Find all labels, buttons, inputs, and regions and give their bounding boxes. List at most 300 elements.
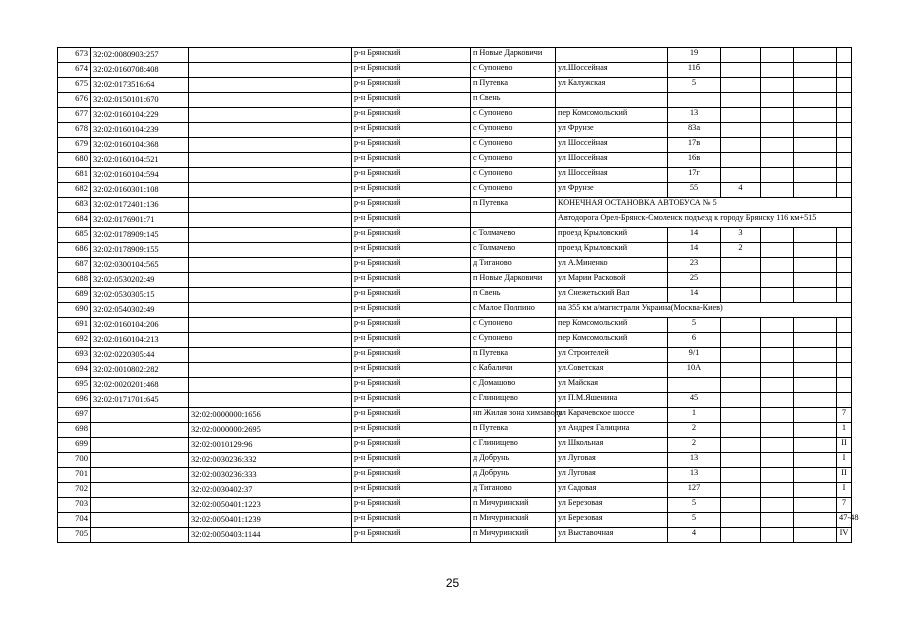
premises-number-cell: [837, 318, 852, 333]
building-cell: [721, 123, 761, 138]
block-cell: [794, 168, 837, 183]
cadastral-number-building: 32:02:0220305:44: [91, 348, 189, 363]
row-number: 695: [58, 378, 91, 393]
cadastral-number-building: [91, 423, 189, 438]
premises-number-cell: [837, 63, 852, 78]
district-cell: р-н Брянский: [352, 198, 471, 213]
premises-number-cell: [837, 108, 852, 123]
table-row: [58, 288, 852, 303]
row-number: 683: [58, 198, 91, 213]
district-cell: р-н Брянский: [352, 63, 471, 78]
cadastral-number-building: 32:02:0150101:670: [91, 93, 189, 108]
district-cell: р-н Брянский: [352, 453, 471, 468]
structure-cell: [761, 183, 794, 198]
cadastral-number-building: [91, 513, 189, 528]
settlement-cell: п Мичуринский: [471, 513, 556, 528]
building-cell: [721, 168, 761, 183]
district-cell: р-н Брянский: [352, 123, 471, 138]
cadastral-number-building: 32:02:0160104:521: [91, 153, 189, 168]
settlement-cell: п Мичуринский: [471, 528, 556, 543]
street-cell: ул Луговая: [556, 468, 668, 483]
row-number: 698: [58, 423, 91, 438]
house-number-cell: 2: [668, 423, 721, 438]
block-cell: [794, 153, 837, 168]
cadastral-number-premises: [189, 393, 352, 408]
settlement-cell: [471, 213, 556, 228]
structure-cell: [761, 333, 794, 348]
table-row: [58, 48, 852, 63]
table-row: [58, 243, 852, 258]
settlement-cell: нп Жилая зона химзавода: [471, 408, 556, 423]
row-number: 701: [58, 468, 91, 483]
cadastral-number-building: [91, 468, 189, 483]
cadastral-number-building: 32:02:0173516:64: [91, 78, 189, 93]
street-cell: [556, 48, 668, 63]
cadastral-number-premises: [189, 288, 352, 303]
cadastral-number-premises: [189, 228, 352, 243]
block-cell: [794, 468, 837, 483]
table-row: [58, 468, 852, 483]
cadastral-number-building: 32:02:0010802:282: [91, 363, 189, 378]
cadastral-number-building: 32:02:0160104:206: [91, 318, 189, 333]
cadastral-number-building: 32:02:0171701:645: [91, 393, 189, 408]
cadastral-number-premises: 32:02:0000000:1656: [189, 408, 352, 423]
row-number: 697: [58, 408, 91, 423]
house-number-cell: 1: [668, 408, 721, 423]
premises-number-cell: [837, 288, 852, 303]
street-cell: проезд Крыловский: [556, 228, 668, 243]
premises-number-cell: II: [837, 438, 852, 453]
block-cell: [794, 93, 837, 108]
row-number: 679: [58, 138, 91, 153]
table-row: [58, 213, 852, 228]
table-row: [58, 63, 852, 78]
row-number: 702: [58, 483, 91, 498]
structure-cell: [761, 438, 794, 453]
address-note-cell: КОНЕЧНАЯ ОСТАНОВКА АВТОБУСА № 5: [556, 198, 852, 213]
cadastral-number-premises: 32:02:0030236:333: [189, 468, 352, 483]
building-cell: [721, 498, 761, 513]
street-cell: ул Садовая: [556, 483, 668, 498]
house-number-cell: 10А: [668, 363, 721, 378]
house-number-cell: 45: [668, 393, 721, 408]
table-row: [58, 363, 852, 378]
table-row: [58, 273, 852, 288]
district-cell: р-н Брянский: [352, 528, 471, 543]
cadastral-number-premises: [189, 138, 352, 153]
settlement-cell: п Путевка: [471, 348, 556, 363]
structure-cell: [761, 498, 794, 513]
district-cell: р-н Брянский: [352, 108, 471, 123]
building-cell: [721, 528, 761, 543]
page-number: 25: [445, 576, 460, 590]
street-cell: ул Березовая: [556, 513, 668, 528]
premises-number-cell: [837, 348, 852, 363]
district-cell: р-н Брянский: [352, 243, 471, 258]
building-cell: [721, 468, 761, 483]
settlement-cell: с Супонево: [471, 333, 556, 348]
district-cell: р-н Брянский: [352, 273, 471, 288]
row-number: 680: [58, 153, 91, 168]
table-row: [58, 438, 852, 453]
district-cell: р-н Брянский: [352, 513, 471, 528]
house-number-cell: 11б: [668, 63, 721, 78]
cadastral-number-building: 32:02:0160104:239: [91, 123, 189, 138]
table-row: [58, 123, 852, 138]
block-cell: [794, 318, 837, 333]
table-row: [58, 393, 852, 408]
building-cell: [721, 318, 761, 333]
structure-cell: [761, 228, 794, 243]
table-row: [58, 498, 852, 513]
block-cell: [794, 393, 837, 408]
district-cell: р-н Брянский: [352, 363, 471, 378]
table-row: [58, 228, 852, 243]
block-cell: [794, 528, 837, 543]
row-number: 676: [58, 93, 91, 108]
row-number: 688: [58, 273, 91, 288]
row-number: 682: [58, 183, 91, 198]
row-number: 691: [58, 318, 91, 333]
cadastral-number-building: 32:02:0160104:213: [91, 333, 189, 348]
street-cell: проезд Крыловский: [556, 243, 668, 258]
table-row: [58, 333, 852, 348]
address-note-cell: на 355 км а/магистрали Украина(Москва-Киев): [556, 303, 852, 318]
house-number-cell: 83а: [668, 123, 721, 138]
settlement-cell: п Новые Дарковичи: [471, 273, 556, 288]
cadastral-number-building: 32:02:0160104:594: [91, 168, 189, 183]
premises-number-cell: [837, 393, 852, 408]
house-number-cell: 25: [668, 273, 721, 288]
district-cell: р-н Брянский: [352, 408, 471, 423]
structure-cell: [761, 423, 794, 438]
street-cell: ул Школьная: [556, 438, 668, 453]
registry-table: [57, 47, 859, 543]
building-cell: [721, 333, 761, 348]
settlement-cell: с Супонево: [471, 318, 556, 333]
building-cell: [721, 288, 761, 303]
cadastral-number-premises: [189, 378, 352, 393]
cadastral-number-building: [91, 528, 189, 543]
premises-number-cell: I: [837, 483, 852, 498]
street-cell: ул П.М.Яшенина: [556, 393, 668, 408]
structure-cell: [761, 348, 794, 363]
house-number-cell: 127: [668, 483, 721, 498]
table-row: [58, 423, 852, 438]
table-row: [58, 153, 852, 168]
settlement-cell: с Домашово: [471, 378, 556, 393]
block-cell: [794, 258, 837, 273]
district-cell: р-н Брянский: [352, 318, 471, 333]
building-cell: [721, 273, 761, 288]
row-number: 681: [58, 168, 91, 183]
structure-cell: [761, 258, 794, 273]
building-cell: [721, 513, 761, 528]
row-number: 673: [58, 48, 91, 63]
cadastral-number-building: 32:02:0080903:257: [91, 48, 189, 63]
settlement-cell: с Супонево: [471, 153, 556, 168]
settlement-cell: д Тиганово: [471, 258, 556, 273]
table-row: [58, 138, 852, 153]
cadastral-number-building: 32:02:0160104:368: [91, 138, 189, 153]
district-cell: р-н Брянский: [352, 468, 471, 483]
house-number-cell: 4: [668, 528, 721, 543]
premises-number-cell: [837, 228, 852, 243]
cadastral-number-building: 32:02:0160708:408: [91, 63, 189, 78]
district-cell: р-н Брянский: [352, 213, 471, 228]
district-cell: р-н Брянский: [352, 393, 471, 408]
house-number-cell: 5: [668, 78, 721, 93]
row-number: 675: [58, 78, 91, 93]
street-cell: пер Комсомольский: [556, 108, 668, 123]
premises-number-cell: [837, 333, 852, 348]
district-cell: р-н Брянский: [352, 183, 471, 198]
settlement-cell: с Толмачево: [471, 243, 556, 258]
cadastral-number-building: 32:02:0160301:108: [91, 183, 189, 198]
cadastral-number-building: 32:02:0530305:15: [91, 288, 189, 303]
district-cell: р-н Брянский: [352, 228, 471, 243]
district-cell: р-н Брянский: [352, 483, 471, 498]
premises-number-cell: 7: [837, 498, 852, 513]
settlement-cell: с Толмачево: [471, 228, 556, 243]
district-cell: р-н Брянский: [352, 138, 471, 153]
cadastral-number-premises: [189, 348, 352, 363]
row-number: 684: [58, 213, 91, 228]
cadastral-number-premises: [189, 363, 352, 378]
cadastral-number-premises: [189, 108, 352, 123]
house-number-cell: 19: [668, 48, 721, 63]
row-number: 705: [58, 528, 91, 543]
settlement-cell: с Глинищево: [471, 393, 556, 408]
cadastral-number-premises: [189, 273, 352, 288]
street-cell: ул Выставочная: [556, 528, 668, 543]
cadastral-number-premises: [189, 153, 352, 168]
table-row: [58, 453, 852, 468]
cadastral-number-building: 32:02:0020201:468: [91, 378, 189, 393]
house-number-cell: 6: [668, 333, 721, 348]
structure-cell: [761, 468, 794, 483]
premises-number-cell: [837, 138, 852, 153]
building-cell: [721, 348, 761, 363]
structure-cell: [761, 528, 794, 543]
block-cell: [794, 123, 837, 138]
premises-number-cell: [837, 183, 852, 198]
cadastral-number-premises: [189, 78, 352, 93]
table-row: [58, 198, 852, 213]
row-number: 699: [58, 438, 91, 453]
block-cell: [794, 63, 837, 78]
settlement-cell: с Супонево: [471, 138, 556, 153]
cadastral-number-building: 32:02:0176901:71: [91, 213, 189, 228]
street-cell: ул Шоссейная: [556, 138, 668, 153]
row-number: 677: [58, 108, 91, 123]
premises-number-cell: IV: [837, 528, 852, 543]
building-cell: [721, 153, 761, 168]
district-cell: р-н Брянский: [352, 498, 471, 513]
building-cell: [721, 138, 761, 153]
row-number: 696: [58, 393, 91, 408]
house-number-cell: 13: [668, 468, 721, 483]
building-cell: [721, 378, 761, 393]
structure-cell: [761, 93, 794, 108]
structure-cell: [761, 78, 794, 93]
settlement-cell: п Свень: [471, 288, 556, 303]
house-number-cell: [668, 378, 721, 393]
block-cell: [794, 333, 837, 348]
house-number-cell: 9/1: [668, 348, 721, 363]
structure-cell: [761, 63, 794, 78]
street-cell: ул.Шоссейная: [556, 63, 668, 78]
house-number-cell: 2: [668, 438, 721, 453]
house-number-cell: [668, 93, 721, 108]
building-cell: [721, 63, 761, 78]
premises-number-cell: [837, 93, 852, 108]
table-row: [58, 348, 852, 363]
cadastral-number-premises: 32:02:0030236:332: [189, 453, 352, 468]
building-cell: 3: [721, 228, 761, 243]
district-cell: р-н Брянский: [352, 378, 471, 393]
cadastral-number-building: [91, 498, 189, 513]
cadastral-number-premises: [189, 183, 352, 198]
settlement-cell: с Глинищево: [471, 438, 556, 453]
cadastral-number-building: 32:02:0540302:49: [91, 303, 189, 318]
premises-number-cell: [837, 243, 852, 258]
premises-number-cell: [837, 78, 852, 93]
street-cell: ул Шоссейная: [556, 168, 668, 183]
block-cell: [794, 108, 837, 123]
cadastral-number-premises: [189, 213, 352, 228]
premises-number-cell: [837, 153, 852, 168]
table-row: [58, 168, 852, 183]
structure-cell: [761, 453, 794, 468]
row-number: 693: [58, 348, 91, 363]
cadastral-number-premises: [189, 63, 352, 78]
row-number: 674: [58, 63, 91, 78]
building-cell: [721, 78, 761, 93]
registry-table-body: [58, 48, 859, 543]
building-cell: [721, 258, 761, 273]
structure-cell: [761, 408, 794, 423]
cadastral-number-building: 32:02:0178909:155: [91, 243, 189, 258]
cadastral-number-building: 32:02:0178909:145: [91, 228, 189, 243]
row-number: 700: [58, 453, 91, 468]
building-cell: [721, 108, 761, 123]
block-cell: [794, 513, 837, 528]
premises-number-cell: [837, 273, 852, 288]
premises-number-cell: [837, 168, 852, 183]
table-row: [58, 378, 852, 393]
block-cell: [794, 138, 837, 153]
block-cell: [794, 378, 837, 393]
cadastral-number-building: 32:02:0160104:229: [91, 108, 189, 123]
table-row: [58, 408, 852, 423]
building-cell: [721, 393, 761, 408]
premises-number-cell: 7: [837, 408, 852, 423]
structure-cell: [761, 378, 794, 393]
house-number-cell: 14: [668, 228, 721, 243]
cadastral-number-building: [91, 408, 189, 423]
cadastral-number-building: 32:02:0172401:136: [91, 198, 189, 213]
street-cell: ул Фрунзе: [556, 183, 668, 198]
cadastral-number-premises: 32:02:0030402:37: [189, 483, 352, 498]
cadastral-number-building: 32:02:0530202:49: [91, 273, 189, 288]
structure-cell: [761, 393, 794, 408]
street-cell: ул Карачевское шоссе: [556, 408, 668, 423]
block-cell: [794, 288, 837, 303]
structure-cell: [761, 153, 794, 168]
settlement-cell: с Супонево: [471, 168, 556, 183]
street-cell: пер Комсомольский: [556, 333, 668, 348]
premises-number-cell: [837, 258, 852, 273]
cadastral-number-premises: [189, 243, 352, 258]
district-cell: р-н Брянский: [352, 423, 471, 438]
settlement-cell: п Новые Дарковичи: [471, 48, 556, 63]
table-row: [58, 303, 852, 318]
district-cell: р-н Брянский: [352, 78, 471, 93]
row-number: 694: [58, 363, 91, 378]
table-row: [58, 513, 852, 528]
structure-cell: [761, 483, 794, 498]
cadastral-number-building: [91, 438, 189, 453]
district-cell: р-н Брянский: [352, 348, 471, 363]
cadastral-number-premises: [189, 333, 352, 348]
row-number: 685: [58, 228, 91, 243]
building-cell: [721, 93, 761, 108]
premises-number-cell: 1: [837, 423, 852, 438]
street-cell: ул Снежетьский Вал: [556, 288, 668, 303]
cadastral-number-premises: 32:02:0050401:1223: [189, 498, 352, 513]
district-cell: р-н Брянский: [352, 258, 471, 273]
street-cell: ул Калужская: [556, 78, 668, 93]
district-cell: р-н Брянский: [352, 153, 471, 168]
block-cell: [794, 483, 837, 498]
table-row: [58, 318, 852, 333]
district-cell: р-н Брянский: [352, 333, 471, 348]
street-cell: ул Березовая: [556, 498, 668, 513]
row-number: 687: [58, 258, 91, 273]
settlement-cell: п Путевка: [471, 78, 556, 93]
cadastral-number-premises: [189, 93, 352, 108]
cadastral-number-premises: [189, 198, 352, 213]
cadastral-number-premises: [189, 48, 352, 63]
table-row: [58, 528, 852, 543]
house-number-cell: 5: [668, 498, 721, 513]
street-cell: ул Шоссейная: [556, 153, 668, 168]
premises-number-cell: I: [837, 453, 852, 468]
structure-cell: [761, 108, 794, 123]
structure-cell: [761, 168, 794, 183]
block-cell: [794, 228, 837, 243]
building-cell: [721, 423, 761, 438]
block-cell: [794, 453, 837, 468]
cadastral-number-premises: [189, 318, 352, 333]
settlement-cell: с Супонево: [471, 183, 556, 198]
row-number: 692: [58, 333, 91, 348]
building-cell: [721, 48, 761, 63]
settlement-cell: п Мичуринский: [471, 498, 556, 513]
block-cell: [794, 408, 837, 423]
street-cell: [556, 93, 668, 108]
structure-cell: [761, 138, 794, 153]
premises-number-cell: [837, 48, 852, 63]
cadastral-number-premises: [189, 123, 352, 138]
structure-cell: [761, 513, 794, 528]
street-cell: ул Майская: [556, 378, 668, 393]
settlement-cell: с Супонево: [471, 108, 556, 123]
building-cell: [721, 408, 761, 423]
row-number: 704: [58, 513, 91, 528]
house-number-cell: 13: [668, 108, 721, 123]
